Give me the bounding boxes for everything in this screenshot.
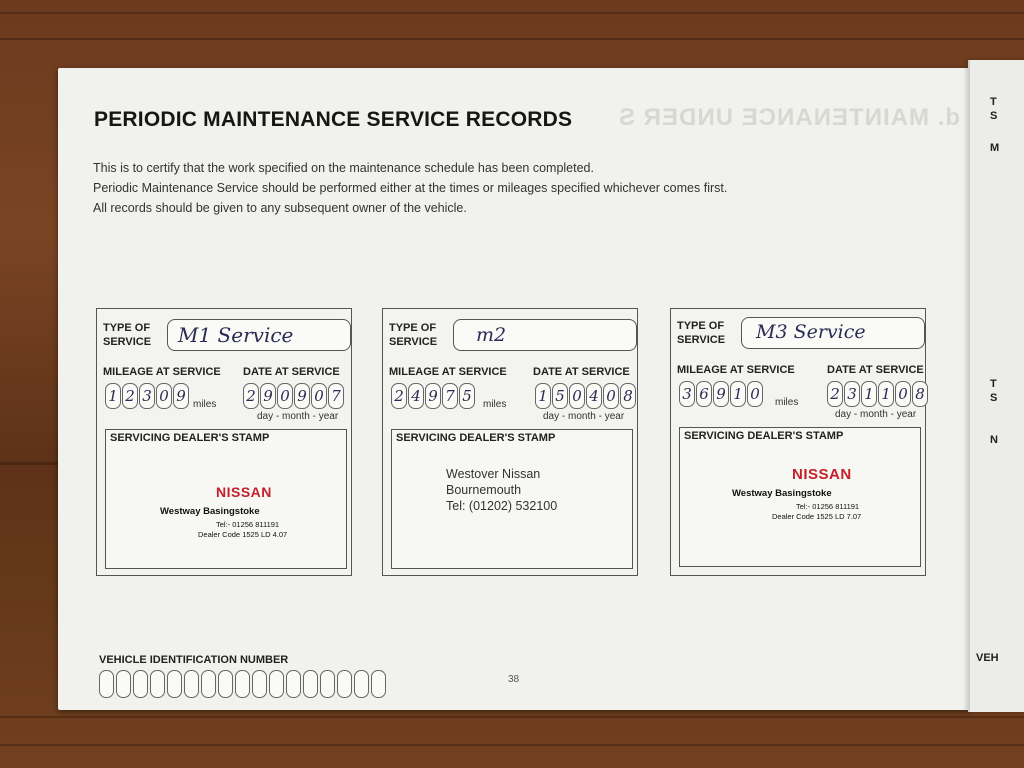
- date-digits[interactable]: 1 5 0 4 0 8: [535, 383, 637, 409]
- dealer-tel: Tel:- 01256 811191: [216, 520, 280, 529]
- intro-line-2: Periodic Maintenance Service should be performed either at the times or mileages specified whichever comes first.: [93, 181, 728, 195]
- type-of-service-label: TYPE OF SERVICE: [103, 322, 152, 348]
- stamp-title: SERVICING DEALER'S STAMP: [684, 430, 844, 442]
- service-type-value: M3 Service: [756, 321, 866, 343]
- service-record-card-3: [670, 308, 926, 576]
- mileage-digits[interactable]: 3 6 9 1 0: [679, 381, 764, 407]
- dealer-tel: Tel:- 01256 811191: [796, 502, 860, 511]
- nissan-logo: NISSAN: [792, 466, 852, 483]
- stamp-title: SERVICING DEALER'S STAMP: [396, 432, 556, 444]
- date-format-label: day - month - year: [257, 411, 339, 422]
- type-of-service-label: TYPE OF SERVICE: [389, 322, 438, 348]
- right-page-letter: M: [990, 142, 1000, 154]
- intro-line-3: All records should be given to any subsequent owner of the vehicle.: [93, 201, 467, 215]
- vin-label: VEHICLE IDENTIFICATION NUMBER: [99, 654, 289, 666]
- service-type-field[interactable]: [167, 319, 351, 351]
- nissan-logo: NISSAN: [216, 484, 272, 500]
- right-page-vin: VEH: [976, 652, 999, 664]
- date-format-label: day - month - year: [543, 411, 625, 422]
- intro-line-1: This is to certify that the work specified on the maintenance schedule has been completed.: [93, 161, 594, 175]
- right-page-letter: N: [990, 434, 998, 446]
- dealer-stamp-box: [679, 427, 921, 567]
- stamp-title: SERVICING DEALER'S STAMP: [110, 432, 270, 444]
- mileage-label: MILEAGE AT SERVICE: [103, 366, 221, 378]
- type-of-service-label: TYPE OF SERVICE: [677, 320, 726, 346]
- dealer-name: Westover Nissan: [446, 467, 541, 481]
- miles-label: miles: [483, 399, 507, 410]
- mileage-digits[interactable]: 1 2 3 0 9: [105, 383, 190, 409]
- date-label: DATE AT SERVICE: [533, 366, 630, 378]
- vin-boxes[interactable]: [99, 670, 388, 698]
- date-digits[interactable]: 2 3 1 1 0 8: [827, 381, 929, 407]
- dealer-stamp-box: [105, 429, 347, 569]
- dealer-stamp-box: [391, 429, 633, 569]
- right-page-letter: T: [990, 96, 997, 108]
- mileage-label: MILEAGE AT SERVICE: [677, 364, 795, 376]
- date-digits[interactable]: 2 9 0 9 0 7: [243, 383, 345, 409]
- dealer-town: Bournemouth: [446, 483, 522, 497]
- intro-text: [93, 158, 727, 218]
- page-title: PERIODIC MAINTENANCE SERVICE RECORDS: [94, 108, 573, 131]
- service-record-page: [58, 68, 970, 710]
- dealer-name: Westway Basingstoke: [732, 488, 832, 499]
- dealer-name: Westway Basingstoke: [160, 506, 260, 517]
- service-type-value: m2: [476, 324, 507, 346]
- service-type-value: M1 Service: [178, 323, 294, 347]
- right-page-letter: S: [990, 110, 998, 122]
- dealer-code: Dealer Code 1525 LD 4.07: [198, 530, 288, 539]
- service-type-field[interactable]: [453, 319, 637, 351]
- date-label: DATE AT SERVICE: [827, 364, 924, 376]
- mileage-label: MILEAGE AT SERVICE: [389, 366, 507, 378]
- right-page-letter: T: [990, 378, 997, 390]
- date-format-label: day - month - year: [835, 409, 917, 420]
- right-page-letter: S: [990, 392, 998, 404]
- service-type-field[interactable]: [741, 317, 925, 349]
- miles-label: miles: [193, 399, 217, 410]
- bleed-through-text: d. MAINTENANCE UNDER S: [618, 104, 961, 131]
- mileage-digits[interactable]: 2 4 9 7 5: [391, 383, 476, 409]
- miles-label: miles: [775, 397, 799, 408]
- page-number: 38: [508, 674, 520, 685]
- date-label: DATE AT SERVICE: [243, 366, 340, 378]
- service-record-card-1: [96, 308, 352, 576]
- service-record-card-2: [382, 308, 638, 576]
- facing-page-edge: [968, 60, 1024, 712]
- dealer-tel: Tel: (01202) 532100: [446, 499, 558, 513]
- dealer-code: Dealer Code 1525 LD 7.07: [772, 512, 862, 521]
